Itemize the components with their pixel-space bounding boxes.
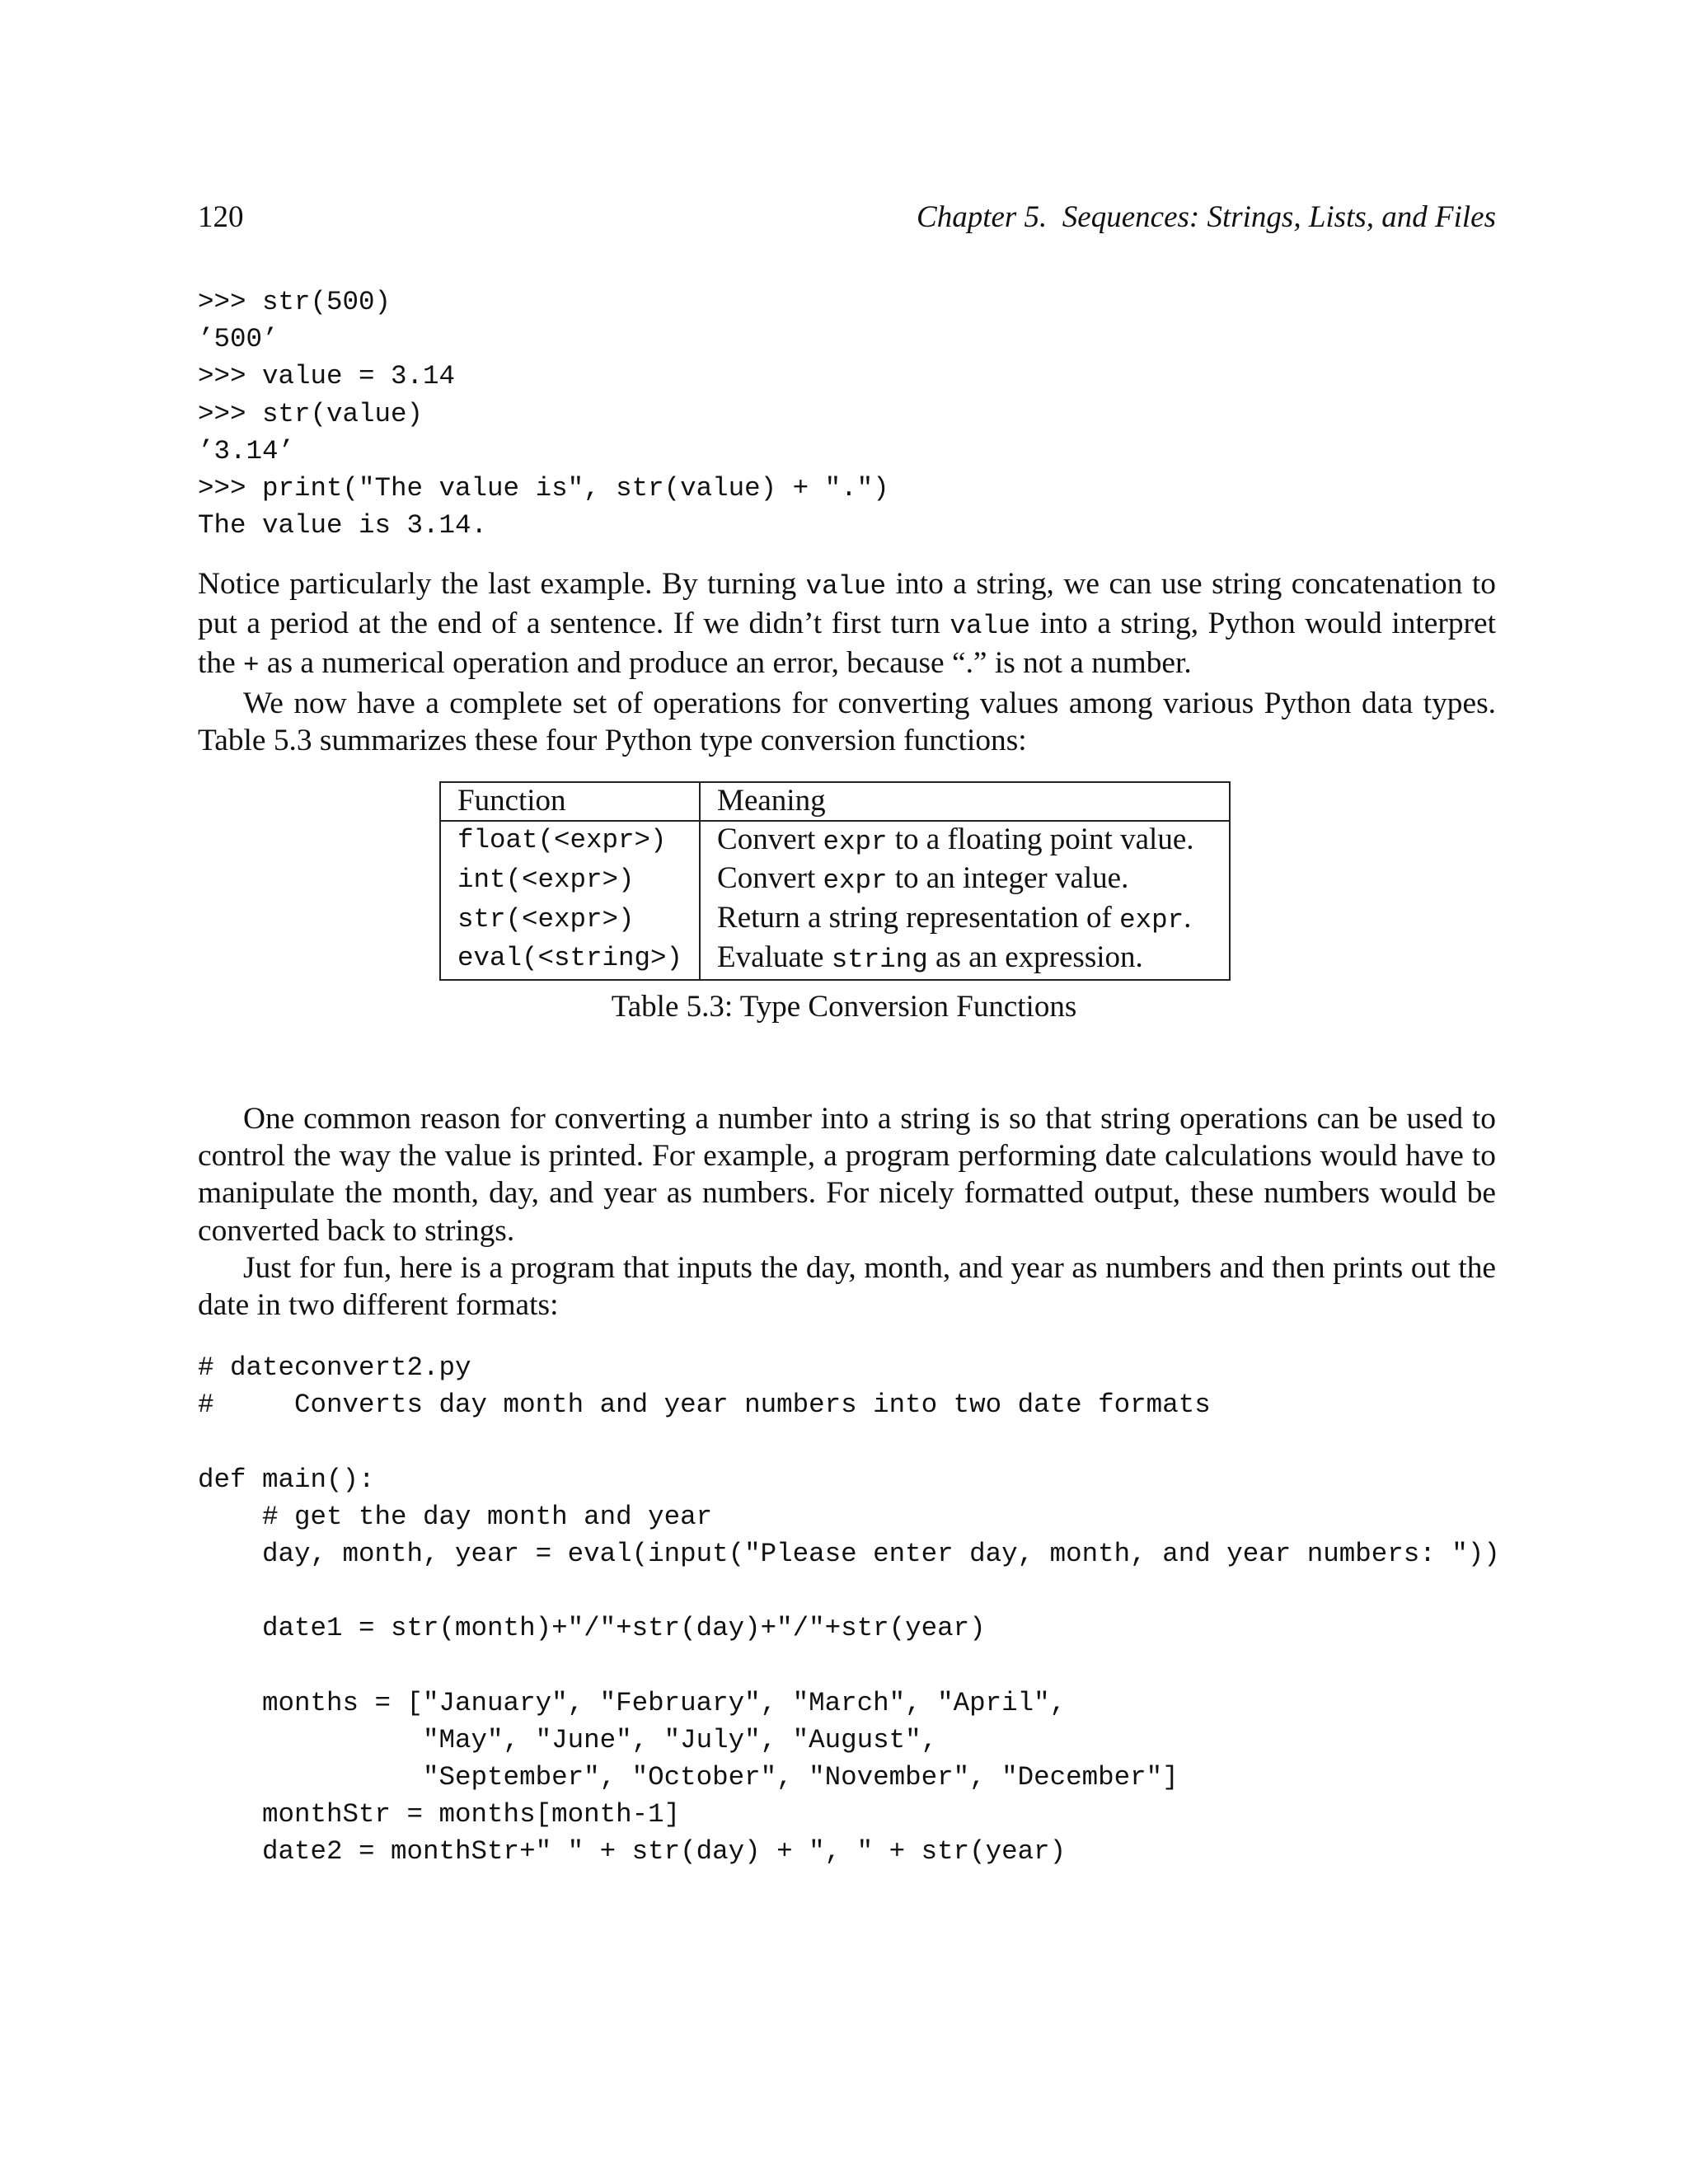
code-line [198,1423,1599,1460]
column-header-meaning: Meaning [700,782,1230,821]
table-row [440,940,1230,980]
inline-code: value [950,611,1030,642]
inline-code: value [805,571,887,602]
table-row [440,821,1230,861]
paragraph-last-example: Notice particularly the last example. By turning value into a string, we can use string concatenation to put a period at the end of a sentence. If we didn’t first turn value into a string, Python would interpret the + as a numerical operation and produce an error, because “.” is not a number. [198,567,1496,682]
code-line [198,1647,1599,1685]
dateconvert2-program-code [198,1349,1599,1871]
column-header-function: Function [457,784,566,818]
code-line: day, month, year = eval(input("Please enter day, month, and year numbers: ")) [198,1538,1500,1569]
table-row [440,900,1230,940]
interpreter-session-code [198,284,1496,544]
code-line: # dateconvert2.py [198,1352,471,1383]
code-line: # get the day month and year [198,1501,713,1532]
running-head: Chapter 5. Sequences: Strings, Lists, and Files [917,200,1496,234]
code-line: months = ["January", "February", "March", "April", [198,1687,1067,1718]
meaning-cell: Evaluate string as an expression. [700,940,1230,980]
meaning-cell: Convert expr to an integer value. [700,860,1230,900]
code-line: monthStr = months[month-1] [198,1799,681,1830]
code-line: ’500’ [198,324,279,355]
code-line: >>> print("The value is", str(value) + ".") [198,472,889,504]
code-line: >>> str(500) [198,287,392,317]
type-conversion-table [439,781,1231,981]
code-line: date1 = str(month)+"/"+str(day)+"/"+str(year) [198,1613,986,1644]
paragraph-just-for-fun: Just for fun, here is a program that inputs the day, month, and year as numbers and then prints out the date in two different formats: [198,1250,1496,1323]
page-number: 120 [198,200,244,234]
paragraph-reason-converting: One common reason for converting a number into a string is so that string operations can be used to control the way the value is printed. For example, a program performing date calculations would have to manipulate the month, day, and year as numbers. For nicely formatted output, these numbers would be converted back to strings. [198,1102,1496,1248]
code-line: >>> value = 3.14 [198,361,456,392]
table-header-row [440,782,1230,821]
function-cell: eval(<string>) [457,943,683,974]
code-line: # Converts day month and year numbers into two date formats [198,1390,1211,1421]
inline-code: + [243,650,260,682]
prose-section-2 [198,1100,1496,1324]
function-cell: str(<expr>) [457,903,635,935]
prose-section-1 [198,565,1496,759]
meaning-cell: Convert expr to a floating point value. [700,821,1230,861]
code-line: ’3.14’ [198,435,295,466]
code-line: def main(): [198,1464,375,1495]
code-line: date2 = monthStr+" " + str(day) + ", " + str(year) [198,1836,1067,1868]
function-cell: float(<expr>) [457,825,667,856]
code-line: The value is 3.14. [198,510,488,541]
meaning-cell: Return a string representation of expr. [700,900,1230,940]
code-line: "September", "October", "November", "December"] [198,1762,1179,1793]
code-line [198,1572,1599,1610]
code-line: >>> str(value) [198,398,424,429]
paragraph-conversion-summary: We now have a complete set of operations for converting values among various Python data types. Table 5.3 summarizes these four Python type conversion functions: [198,686,1496,757]
code-line: "May", "June", "July", "August", [198,1724,938,1755]
table-caption: Table 5.3: Type Conversion Functions [611,990,1077,1024]
function-cell: int(<expr>) [457,864,635,895]
table-row [440,860,1230,900]
